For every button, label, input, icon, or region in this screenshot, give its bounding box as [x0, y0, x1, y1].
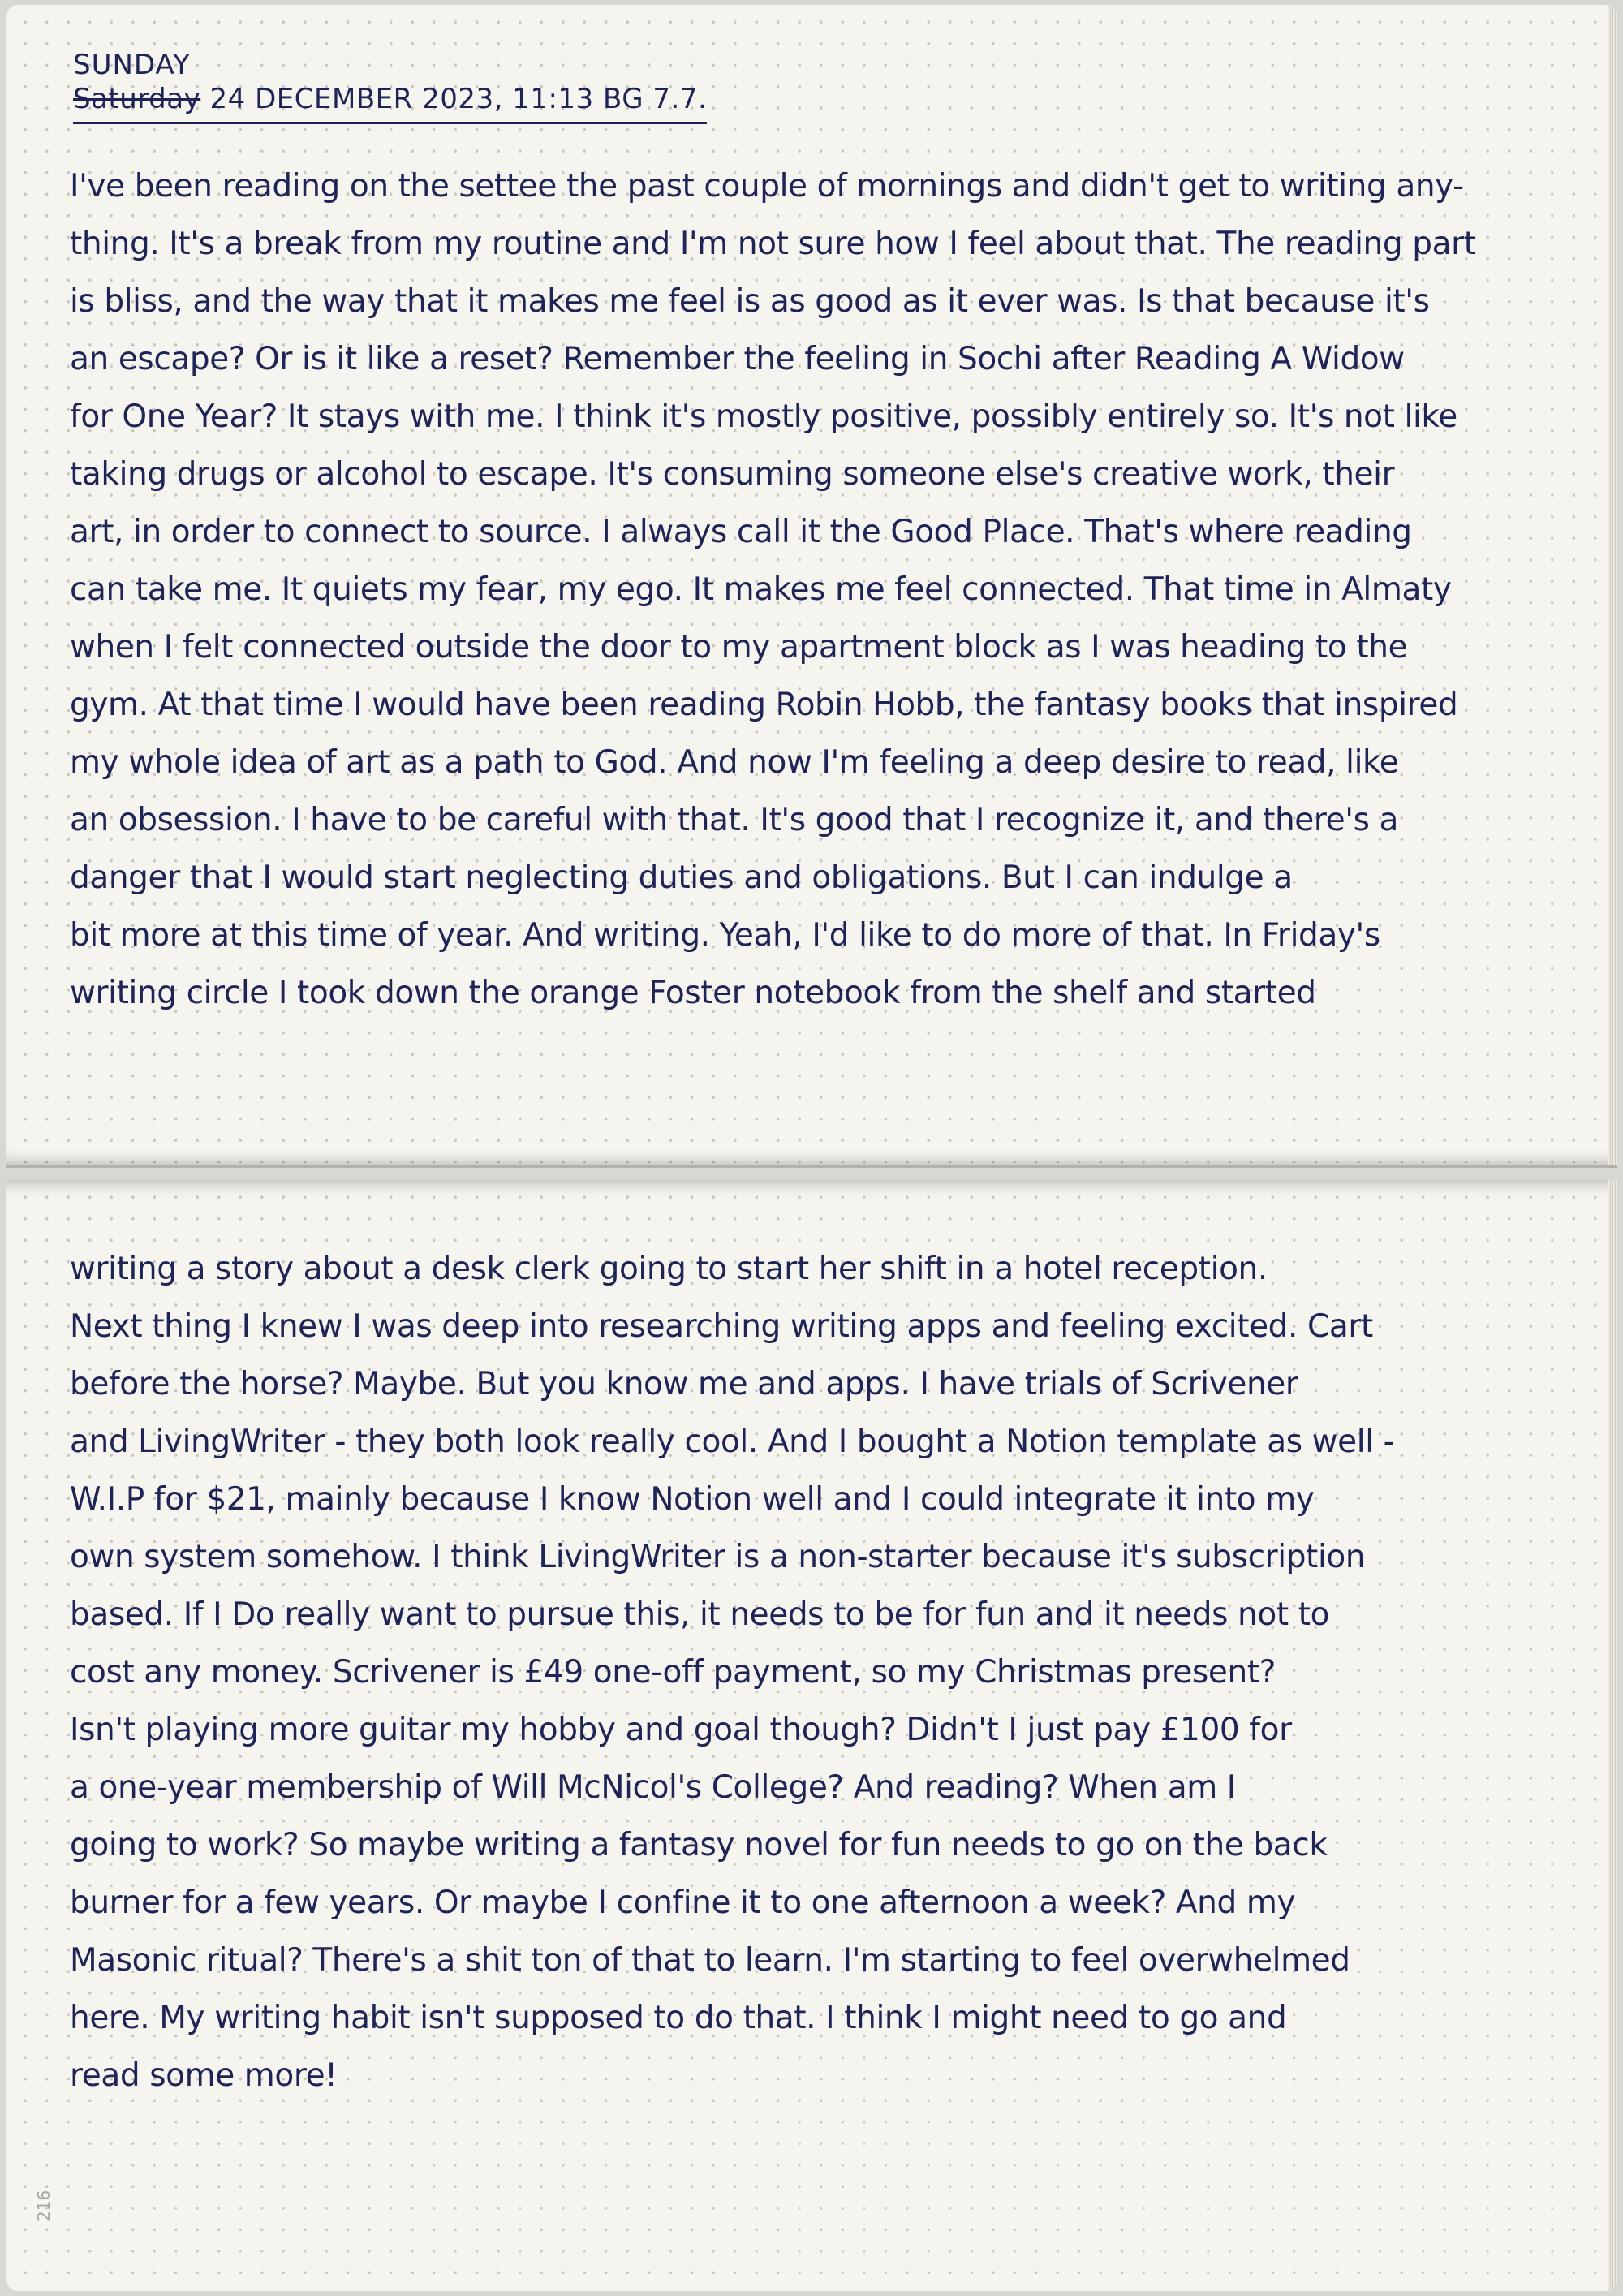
- text-line: writing a story about a desk clerk going to start her shift in a hotel reception.: [70, 1251, 1268, 1287]
- struck-day: Saturday: [73, 83, 201, 115]
- text-line: W.I.P for $21, mainly because I know Notion well and I could integrate it into my: [70, 1481, 1315, 1518]
- text-line: burner for a few years. Or maybe I confine it to one afternoon a week? And my: [70, 1885, 1296, 1921]
- entry-date: 24 DECEMBER 2023, 11:13 BG 7.7.: [209, 83, 708, 115]
- top-page-text: [70, 157, 1595, 1022]
- text-line: I've been reading on the settee the past couple of mornings and didn't get to writing any-: [70, 168, 1464, 205]
- entry-day: SUNDAY: [73, 49, 191, 81]
- text-line: my whole idea of art as a path to God. And now I'm feeling a deep desire to read, like: [70, 744, 1399, 781]
- text-line: and LivingWriter - they both look really cool. And I bought a Notion template as well -: [70, 1424, 1395, 1460]
- text-line: Next thing I knew I was deep into researching writing apps and feeling excited. Cart: [70, 1308, 1373, 1345]
- text-line: here. My writing habit isn't supposed to do that. I think I might need to go and: [70, 2000, 1287, 2036]
- text-line: a one-year membership of Will McNicol's College? And reading? When am I: [70, 1769, 1236, 1806]
- journal-page-top: [6, 5, 1617, 1168]
- journal-page-bottom: [6, 1180, 1617, 2291]
- text-line: for One Year? It stays with me. I think it's mostly positive, possibly entirely so. It's not like: [70, 398, 1457, 435]
- text-line: art, in order to connect to source. I always call it the Good Place. That's where reading: [70, 514, 1412, 550]
- text-line: thing. It's a break from my routine and I'm not sure how I feel about that. The reading part: [70, 226, 1476, 262]
- page-edge: [1608, 5, 1617, 1165]
- text-line: taking drugs or alcohol to escape. It's consuming someone else's creative work, their: [70, 456, 1395, 493]
- text-line: based. If I Do really want to pursue this, it needs to be for fun and it needs not to: [70, 1596, 1330, 1633]
- text-line: bit more at this time of year. And writing. Yeah, I'd like to do more of that. In Friday's: [70, 917, 1380, 954]
- text-line: an escape? Or is it like a reset? Remember the feeling in Sochi after Reading A Widow: [70, 341, 1405, 377]
- text-line: going to work? So maybe writing a fantasy novel for fun needs to go on the back: [70, 1827, 1328, 1863]
- page-edge: [1608, 1180, 1617, 2291]
- text-line: is bliss, and the way that it makes me feel is as good as it ever was. Is that because it's: [70, 283, 1430, 320]
- bottom-page-text: [70, 1240, 1595, 2104]
- text-line: gym. At that time I would have been reading Robin Hobb, the fantasy books that inspired: [70, 687, 1458, 723]
- entry-date-line: [73, 81, 707, 124]
- text-line: can take me. It quiets my fear, my ego. It makes me feel connected. That time in Almaty: [70, 571, 1452, 608]
- text-line: when I felt connected outside the door to my apartment block as I was heading to the: [70, 629, 1408, 666]
- text-line: Masonic ritual? There's a shit ton of that to learn. I'm starting to feel overwhelmed: [70, 1942, 1350, 1979]
- text-line: before the horse? Maybe. But you know me and apps. I have trials of Scrivener: [70, 1366, 1298, 1402]
- text-line: writing circle I took down the orange Foster notebook from the shelf and started: [70, 975, 1316, 1011]
- page-number: 216: [34, 2190, 54, 2221]
- entry-header: [73, 49, 707, 124]
- text-line: Isn't playing more guitar my hobby and goal though? Didn't I just pay £100 for: [70, 1712, 1292, 1748]
- text-line: cost any money. Scrivener is £49 one-off payment, so my Christmas present?: [70, 1654, 1276, 1691]
- text-line: read some more!: [70, 2057, 338, 2094]
- notebook-spread: [6, 5, 1617, 2291]
- text-line: danger that I would start neglecting duties and obligations. But I can indulge a: [70, 859, 1293, 896]
- text-line: an obsession. I have to be careful with that. It's good that I recognize it, and there's a: [70, 802, 1399, 838]
- text-line: own system somehow. I think LivingWriter is a non-starter because it's subscription: [70, 1539, 1366, 1575]
